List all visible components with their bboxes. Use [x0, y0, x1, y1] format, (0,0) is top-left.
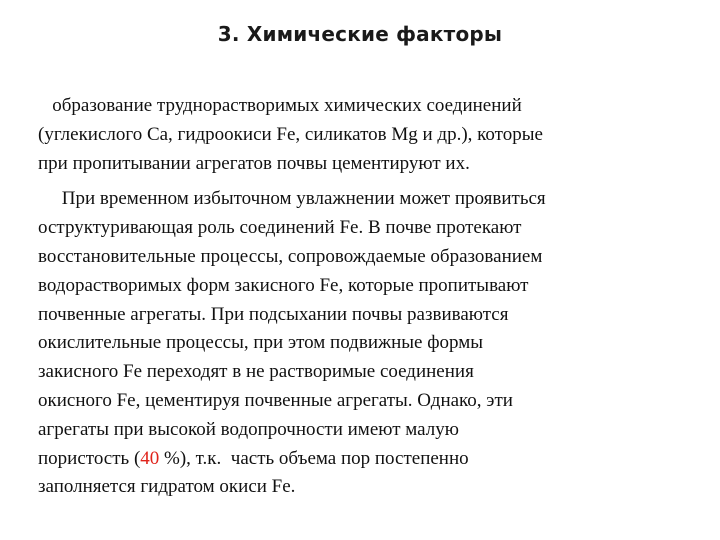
paragraph2-line-4: водорастворимых форм закисного Fe, которые пропитывают — [38, 274, 529, 296]
paragraph2-line-6: окислительные процессы, при этом подвижные формы — [38, 332, 484, 354]
paragraph1-line-2: (углекислого Ca, гидроокиси Fe, силикатов Mg и др.), которые — [38, 123, 543, 145]
paragraph1-line-3: при пропитывании агрегатов почвы цементируют их. — [38, 152, 470, 174]
paragraph1-line-1: образование труднорастворимых химических соединений — [38, 95, 522, 116]
porosity-before: пористость ( — [38, 447, 141, 469]
paragraph2-line-1: При временном избыточном увлажнении может проявиться — [38, 188, 546, 210]
paragraph-spacer — [38, 178, 688, 185]
paragraph2-last-line: заполняется гидратом окиси Fe. — [38, 476, 296, 498]
paragraph2-line-7: закисного Fe переходят в не растворимые соединения — [38, 361, 474, 383]
paragraph2-line-5: почвенные агрегаты. При подсыхании почвы развиваются — [38, 303, 509, 325]
slide-body — [38, 92, 688, 502]
paragraph2-line-9: агрегаты при высокой водопрочности имеют малую — [38, 418, 459, 440]
slide-title: 3. Химические факторы — [217, 22, 503, 46]
paragraph2-line-2: оструктуривающая роль соединений Fe. В почве протекают — [38, 217, 522, 239]
paragraph2-line-3: восстановительные процессы, сопровождаемые образованием — [38, 245, 543, 267]
porosity-line — [38, 445, 688, 474]
porosity-value: 40 — [140, 447, 160, 469]
paragraph2-line-8: окисного Fe, цементируя почвенные агрегаты. Однако, эти — [38, 389, 513, 411]
porosity-after: %), т.к. часть объема пор постепенно — [159, 447, 469, 469]
